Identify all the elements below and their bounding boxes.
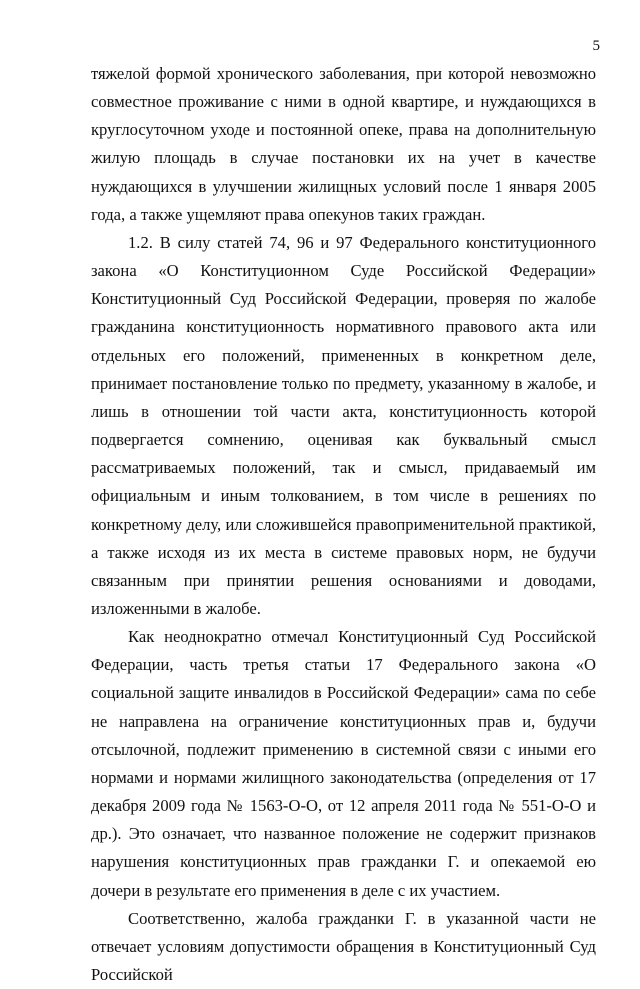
paragraph-conclusion: Соответственно, жалоба гражданки Г. в указанной части не отвечает условиям допустимости обращения в Конституционный Суд Российской	[91, 908, 596, 984]
paragraph-continuation: тяжелой формой хронического заболевания, при которой невозможно совместное проживание с ними в одной квартире, и нуждающихся в круглосуточном уходе и постоянной опеке, права на дополнительную жилую площадь в случае постановки их на учет в качестве нуждающихся в улучшении жилищных условий после 1 января 2005 года, а также ущемляют права опекунов таких граждан.	[91, 64, 596, 224]
paragraph-1-2: 1.2. В силу статей 74, 96 и 97 Федерального конституционного закона «О Конституционном Суде Российской Федерации» Конституционный Суд Российской Федерации, проверяя по жалобе гражданина конституционность нормативного правового акта или отдельных его положений, примененных в конкретном деле, принимает постановление только по предмету, указанному в жалобе, и лишь в отношении той части акта, конституционность которой подвергается сомнению, оценивая как буквальный смысл рассматриваемых положений, так и смысл, придаваемый им официальным и иным толкованием, в том числе в решениях по конкретному делу, или сложившейся правоприменительной практикой, а также исходя из их места в системе правовых норм, не будучи связанным при принятии решения основаниями и доводами, изложенными в жалобе.	[91, 232, 596, 618]
document-body	[91, 60, 596, 989]
page-number: 5	[592, 38, 600, 54]
paragraph-court-position: Как неоднократно отмечал Конституционный Суд Российской Федерации, часть третья статьи 17 Федерального закона «О социальной защите инвалидов в Российской Федерации» сама по себе не направлена на ограничение конституционных прав и, будучи отсылочной, подлежит применению в системной связи с иными его нормами и нормами жилищного законодательства (определения от 17 декабря 2009 года № 1563-О-О, от 12 апреля 2011 года № 551-О-О и др.). Это означает, что названное положение не содержит признаков нарушения конституционных прав гражданки Г. и опекаемой ею дочери в результате его применения в деле с их участием.	[91, 627, 596, 900]
